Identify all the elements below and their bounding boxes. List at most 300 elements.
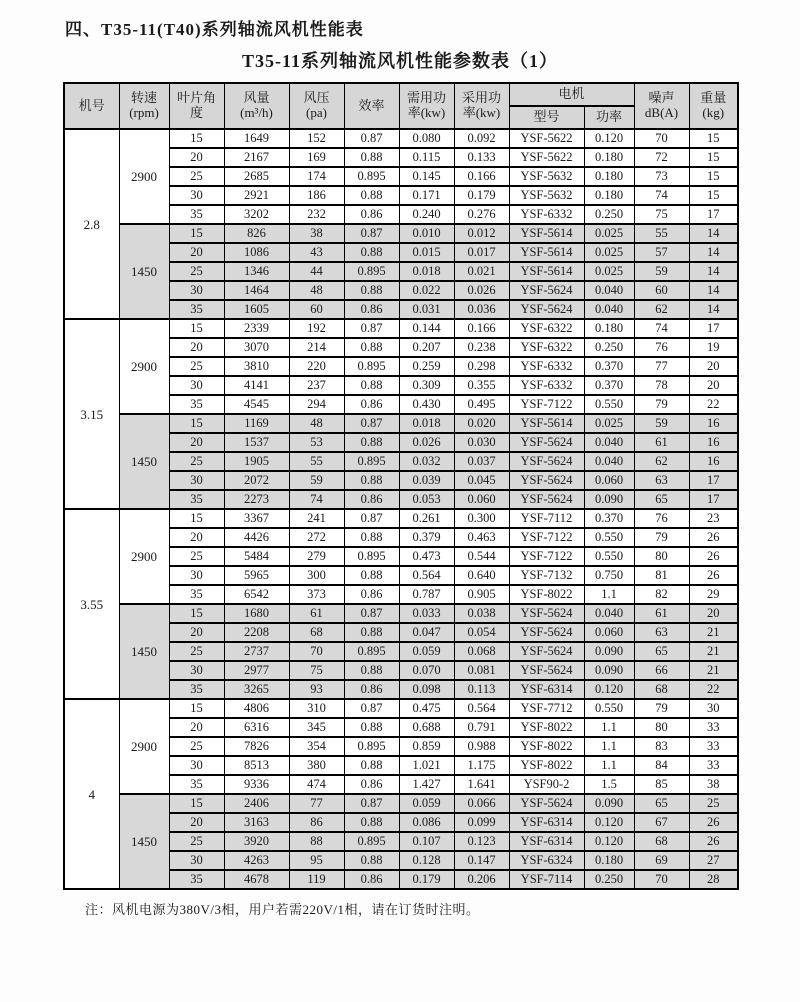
data-cell: 0.88 <box>344 661 399 680</box>
data-cell: 4806 <box>224 699 289 718</box>
data-cell: 44 <box>289 262 344 281</box>
speed-cell: 1450 <box>119 224 169 319</box>
data-cell: 76 <box>634 509 689 528</box>
data-cell: 0.564 <box>454 699 509 718</box>
data-cell: 48 <box>289 414 344 433</box>
data-cell: 84 <box>634 756 689 775</box>
data-cell: 354 <box>289 737 344 756</box>
data-cell: 1680 <box>224 604 289 623</box>
data-cell: 0.025 <box>584 243 634 262</box>
data-cell: 186 <box>289 186 344 205</box>
speed-cell: 2900 <box>119 129 169 224</box>
col-header-motor-power: 功率 <box>584 106 634 129</box>
data-cell: 0.688 <box>399 718 454 737</box>
data-cell: 0.88 <box>344 566 399 585</box>
data-cell: 25 <box>169 167 224 186</box>
col-header-adopted-power <box>454 83 509 129</box>
speed-cell: 2900 <box>119 319 169 414</box>
data-cell: 237 <box>289 376 344 395</box>
data-cell: 0.895 <box>344 167 399 186</box>
data-cell: 0.88 <box>344 433 399 452</box>
data-cell: 15 <box>689 186 738 205</box>
data-cell: 9336 <box>224 775 289 794</box>
data-cell: 0.250 <box>584 205 634 224</box>
data-cell: YSF-5622 <box>509 129 584 148</box>
data-cell: 28 <box>689 870 738 889</box>
data-cell: 14 <box>689 224 738 243</box>
data-cell: 0.640 <box>454 566 509 585</box>
data-cell: 25 <box>169 452 224 471</box>
data-cell: 25 <box>169 737 224 756</box>
data-cell: 0.87 <box>344 699 399 718</box>
col-header-motor-model: 型号 <box>509 106 584 129</box>
data-cell: 35 <box>169 585 224 604</box>
data-cell: 1.427 <box>399 775 454 794</box>
data-cell: 0.037 <box>454 452 509 471</box>
data-cell: 0.040 <box>584 300 634 319</box>
data-cell: 2072 <box>224 471 289 490</box>
data-cell: 0.059 <box>399 794 454 813</box>
col-header-speed-line2: (rpm) <box>129 105 159 120</box>
col-header-efficiency-label: 效率 <box>358 97 385 113</box>
data-cell: YSF-6332 <box>509 376 584 395</box>
data-cell: 14 <box>689 281 738 300</box>
data-cell: 0.207 <box>399 338 454 357</box>
data-cell: 57 <box>634 243 689 262</box>
data-cell: 59 <box>634 262 689 281</box>
data-cell: 25 <box>169 357 224 376</box>
data-cell: 25 <box>169 262 224 281</box>
col-header-noise-line2: dB(A) <box>644 105 679 120</box>
data-cell: 79 <box>634 395 689 414</box>
data-cell: 15 <box>689 167 738 186</box>
data-cell: 0.370 <box>584 509 634 528</box>
data-cell: 16 <box>689 452 738 471</box>
data-cell: 0.018 <box>399 262 454 281</box>
data-cell: YSF-8022 <box>509 756 584 775</box>
data-cell: 83 <box>634 737 689 756</box>
data-cell: 0.179 <box>454 186 509 205</box>
data-cell: 15 <box>169 794 224 813</box>
data-cell: 0.120 <box>584 832 634 851</box>
data-cell: 0.090 <box>584 794 634 813</box>
data-cell: 0.092 <box>454 129 509 148</box>
data-cell: 23 <box>689 509 738 528</box>
table-row <box>64 699 738 718</box>
data-cell: 60 <box>289 300 344 319</box>
machine-no-cell: 2.8 <box>64 129 119 319</box>
data-cell: YSF-5624 <box>509 433 584 452</box>
data-cell: 0.88 <box>344 281 399 300</box>
data-cell: 0.040 <box>584 604 634 623</box>
data-cell: 0.86 <box>344 775 399 794</box>
footnote: 注：风机电源为380V/3相，用户若需220V/1相，请在订货时注明。 <box>85 902 480 917</box>
data-cell: 279 <box>289 547 344 566</box>
data-cell: 59 <box>634 414 689 433</box>
data-cell: 30 <box>169 566 224 585</box>
data-cell: 0.021 <box>454 262 509 281</box>
data-cell: 0.025 <box>584 224 634 243</box>
data-cell: 1.175 <box>454 756 509 775</box>
data-cell: 0.370 <box>584 376 634 395</box>
data-cell: 0.87 <box>344 794 399 813</box>
data-cell: 66 <box>634 661 689 680</box>
data-cell: 0.88 <box>344 243 399 262</box>
data-cell: 0.107 <box>399 832 454 851</box>
data-cell: 7826 <box>224 737 289 756</box>
data-cell: YSF-5624 <box>509 452 584 471</box>
data-cell: 474 <box>289 775 344 794</box>
data-cell: 0.895 <box>344 262 399 281</box>
data-cell: 26 <box>689 547 738 566</box>
data-cell: 0.040 <box>584 281 634 300</box>
data-cell: 3920 <box>224 832 289 851</box>
data-cell: 4545 <box>224 395 289 414</box>
data-cell: 373 <box>289 585 344 604</box>
data-cell: 0.86 <box>344 300 399 319</box>
col-header-machine-no <box>64 83 119 129</box>
data-cell: 0.080 <box>399 129 454 148</box>
data-cell: 232 <box>289 205 344 224</box>
data-cell: 3202 <box>224 205 289 224</box>
data-cell: 30 <box>169 281 224 300</box>
col-header-blade-angle-line2: 度 <box>189 105 203 120</box>
col-header-efficiency <box>344 83 399 129</box>
data-cell: 55 <box>289 452 344 471</box>
col-header-weight-line1: 重量 <box>700 90 727 106</box>
data-cell: 0.750 <box>584 566 634 585</box>
data-cell: 0.550 <box>584 528 634 547</box>
data-cell: 77 <box>634 357 689 376</box>
data-cell: 152 <box>289 129 344 148</box>
data-cell: 0.87 <box>344 129 399 148</box>
data-cell: 22 <box>689 395 738 414</box>
data-cell: 0.88 <box>344 851 399 870</box>
data-cell: 35 <box>169 775 224 794</box>
data-cell: 0.88 <box>344 338 399 357</box>
data-cell: 6542 <box>224 585 289 604</box>
data-cell: 4263 <box>224 851 289 870</box>
data-cell: 15 <box>169 319 224 338</box>
data-cell: 0.090 <box>584 490 634 509</box>
data-cell: 26 <box>689 832 738 851</box>
data-cell: 43 <box>289 243 344 262</box>
data-cell: YSF-5614 <box>509 224 584 243</box>
data-cell: 0.87 <box>344 224 399 243</box>
data-cell: 5484 <box>224 547 289 566</box>
data-cell: 0.180 <box>584 148 634 167</box>
data-cell: 0.475 <box>399 699 454 718</box>
data-cell: 74 <box>634 319 689 338</box>
data-cell: 15 <box>169 224 224 243</box>
data-cell: 75 <box>634 205 689 224</box>
data-cell: 0.059 <box>399 642 454 661</box>
data-cell: 79 <box>634 528 689 547</box>
data-cell: 72 <box>634 148 689 167</box>
data-cell: 0.261 <box>399 509 454 528</box>
data-cell: 1464 <box>224 281 289 300</box>
speed-cell: 1450 <box>119 604 169 699</box>
data-cell: 0.895 <box>344 452 399 471</box>
data-cell: YSF-8022 <box>509 718 584 737</box>
data-cell: 0.298 <box>454 357 509 376</box>
data-cell: 0.88 <box>344 186 399 205</box>
data-cell: 0.060 <box>454 490 509 509</box>
data-cell: 78 <box>634 376 689 395</box>
data-cell: 4426 <box>224 528 289 547</box>
data-cell: 68 <box>289 623 344 642</box>
col-header-blade-angle-line1: 叶片角 <box>176 90 216 106</box>
data-cell: 0.88 <box>344 718 399 737</box>
data-cell: 30 <box>689 699 738 718</box>
data-cell: YSF-5614 <box>509 243 584 262</box>
data-cell: 25 <box>169 547 224 566</box>
data-cell: YSF-5614 <box>509 262 584 281</box>
data-cell: 0.86 <box>344 490 399 509</box>
data-cell: 79 <box>634 699 689 718</box>
col-header-noise <box>634 83 689 129</box>
data-cell: 0.87 <box>344 604 399 623</box>
data-cell: 30 <box>169 186 224 205</box>
data-cell: 2339 <box>224 319 289 338</box>
col-header-required-power <box>399 83 454 129</box>
col-header-air-volume-line1: 风量 <box>243 90 270 106</box>
data-cell: 3265 <box>224 680 289 699</box>
data-cell: 35 <box>169 870 224 889</box>
data-cell: 2737 <box>224 642 289 661</box>
data-cell: 0.031 <box>399 300 454 319</box>
data-cell: 0.098 <box>399 680 454 699</box>
data-cell: 25 <box>689 794 738 813</box>
data-cell: 69 <box>634 851 689 870</box>
data-cell: 35 <box>169 680 224 699</box>
data-cell: 15 <box>689 129 738 148</box>
data-cell: 61 <box>634 433 689 452</box>
data-cell: 86 <box>289 813 344 832</box>
data-cell: 1346 <box>224 262 289 281</box>
data-cell: 1.1 <box>584 585 634 604</box>
data-cell: 310 <box>289 699 344 718</box>
data-cell: 0.166 <box>454 167 509 186</box>
data-cell: 60 <box>634 281 689 300</box>
data-cell: 0.120 <box>584 680 634 699</box>
data-cell: YSF-5622 <box>509 148 584 167</box>
data-cell: 0.020 <box>454 414 509 433</box>
data-cell: 21 <box>689 623 738 642</box>
data-cell: 0.015 <box>399 243 454 262</box>
data-cell: 0.544 <box>454 547 509 566</box>
data-cell: YSF-6324 <box>509 851 584 870</box>
speed-cell: 2900 <box>119 699 169 794</box>
data-cell: 0.040 <box>584 452 634 471</box>
data-cell: 0.238 <box>454 338 509 357</box>
data-cell: YSF-5624 <box>509 300 584 319</box>
col-header-weight <box>689 83 738 129</box>
data-cell: YSF-5624 <box>509 604 584 623</box>
data-cell: 1.1 <box>584 756 634 775</box>
data-cell: 77 <box>289 794 344 813</box>
data-cell: 70 <box>634 129 689 148</box>
data-cell: YSF-6314 <box>509 813 584 832</box>
data-cell: 0.859 <box>399 737 454 756</box>
data-cell: 0.240 <box>399 205 454 224</box>
data-cell: 119 <box>289 870 344 889</box>
data-cell: 15 <box>169 414 224 433</box>
data-cell: 73 <box>634 167 689 186</box>
col-header-pressure <box>289 83 344 129</box>
data-cell: 220 <box>289 357 344 376</box>
speed-cell: 1450 <box>119 794 169 889</box>
data-cell: 0.206 <box>454 870 509 889</box>
data-cell: YSF-6322 <box>509 319 584 338</box>
data-cell: 0.032 <box>399 452 454 471</box>
data-cell: 63 <box>634 623 689 642</box>
data-cell: 0.047 <box>399 623 454 642</box>
data-cell: 300 <box>289 566 344 585</box>
data-cell: 0.123 <box>454 832 509 851</box>
data-cell: 214 <box>289 338 344 357</box>
data-cell: 0.87 <box>344 414 399 433</box>
data-cell: 1086 <box>224 243 289 262</box>
data-cell: 0.88 <box>344 376 399 395</box>
data-cell: 1.1 <box>584 737 634 756</box>
data-cell: 0.473 <box>399 547 454 566</box>
data-cell: 0.87 <box>344 509 399 528</box>
data-cell: 0.030 <box>454 433 509 452</box>
data-cell: YSF-7122 <box>509 395 584 414</box>
data-cell: 0.060 <box>584 471 634 490</box>
machine-no-cell: 4 <box>64 699 119 889</box>
data-cell: 26 <box>689 566 738 585</box>
data-cell: 1649 <box>224 129 289 148</box>
data-cell: 33 <box>689 756 738 775</box>
data-cell: 0.113 <box>454 680 509 699</box>
data-cell: 15 <box>169 509 224 528</box>
data-cell: 0.026 <box>454 281 509 300</box>
data-cell: 8513 <box>224 756 289 775</box>
data-cell: 0.180 <box>584 186 634 205</box>
data-cell: 20 <box>169 148 224 167</box>
data-cell: 61 <box>634 604 689 623</box>
data-cell: 20 <box>689 376 738 395</box>
data-cell: 5965 <box>224 566 289 585</box>
data-cell: 0.88 <box>344 756 399 775</box>
data-cell: 0.370 <box>584 357 634 376</box>
data-cell: 0.86 <box>344 395 399 414</box>
data-cell: 33 <box>689 718 738 737</box>
data-cell: YSF-5632 <box>509 186 584 205</box>
data-cell: 93 <box>289 680 344 699</box>
data-cell: 241 <box>289 509 344 528</box>
data-cell: 30 <box>169 471 224 490</box>
col-header-required-power-line2: 率(kw) <box>407 105 446 120</box>
data-cell: 2921 <box>224 186 289 205</box>
data-cell: YSF-6332 <box>509 205 584 224</box>
data-cell: 95 <box>289 851 344 870</box>
data-cell: YSF90-2 <box>509 775 584 794</box>
data-cell: 38 <box>289 224 344 243</box>
data-cell: 0.276 <box>454 205 509 224</box>
data-cell: 15 <box>169 129 224 148</box>
data-cell: 0.895 <box>344 832 399 851</box>
data-cell: 0.180 <box>584 167 634 186</box>
data-cell: 1169 <box>224 414 289 433</box>
data-cell: 0.086 <box>399 813 454 832</box>
data-cell: 20 <box>689 357 738 376</box>
data-cell: 0.039 <box>399 471 454 490</box>
data-cell: 0.090 <box>584 661 634 680</box>
data-cell: 53 <box>289 433 344 452</box>
col-header-speed <box>119 83 169 129</box>
data-cell: 0.86 <box>344 680 399 699</box>
col-header-pressure-line2: (pa) <box>306 105 327 120</box>
data-cell: 6316 <box>224 718 289 737</box>
data-cell: YSF-7112 <box>509 509 584 528</box>
data-cell: 0.022 <box>399 281 454 300</box>
data-cell: 0.012 <box>454 224 509 243</box>
data-cell: 35 <box>169 300 224 319</box>
data-cell: 2273 <box>224 490 289 509</box>
data-cell: 65 <box>634 642 689 661</box>
data-cell: 0.86 <box>344 205 399 224</box>
col-header-motor: 电机 <box>509 83 634 106</box>
data-cell: 0.86 <box>344 870 399 889</box>
data-cell: 0.038 <box>454 604 509 623</box>
data-cell: 63 <box>634 471 689 490</box>
table-header <box>64 83 738 129</box>
data-cell: 169 <box>289 148 344 167</box>
data-cell: 0.895 <box>344 737 399 756</box>
data-cell: 25 <box>169 642 224 661</box>
data-cell: 0.147 <box>454 851 509 870</box>
data-cell: 74 <box>634 186 689 205</box>
data-cell: 0.180 <box>584 319 634 338</box>
data-cell: 1905 <box>224 452 289 471</box>
data-cell: 0.070 <box>399 661 454 680</box>
data-cell: 174 <box>289 167 344 186</box>
data-cell: 0.463 <box>454 528 509 547</box>
data-cell: 1.021 <box>399 756 454 775</box>
data-cell: YSF-5624 <box>509 794 584 813</box>
data-cell: 0.905 <box>454 585 509 604</box>
data-cell: 38 <box>689 775 738 794</box>
data-cell: 1.641 <box>454 775 509 794</box>
data-cell: 0.86 <box>344 585 399 604</box>
col-header-air-volume-line2: (m³/h) <box>240 105 273 120</box>
table-title: T35-11系列轴流风机性能参数表（1） <box>241 51 558 71</box>
data-cell: 0.379 <box>399 528 454 547</box>
data-cell: 0.88 <box>344 471 399 490</box>
data-cell: 14 <box>689 262 738 281</box>
data-cell: 1605 <box>224 300 289 319</box>
data-cell: 75 <box>289 661 344 680</box>
table-row <box>64 224 738 243</box>
data-cell: YSF-5624 <box>509 661 584 680</box>
col-header-adopted-power-line2: 率(kw) <box>462 105 501 120</box>
data-cell: 0.564 <box>399 566 454 585</box>
col-header-speed-line1: 转速 <box>130 90 157 106</box>
data-cell: 1.1 <box>584 718 634 737</box>
col-header-air-volume <box>224 83 289 129</box>
data-cell: 0.145 <box>399 167 454 186</box>
data-cell: 76 <box>634 338 689 357</box>
data-cell: YSF-8022 <box>509 585 584 604</box>
data-cell: 3810 <box>224 357 289 376</box>
data-cell: YSF-6314 <box>509 832 584 851</box>
data-cell: 70 <box>289 642 344 661</box>
data-cell: 0.300 <box>454 509 509 528</box>
table-row <box>64 129 738 148</box>
